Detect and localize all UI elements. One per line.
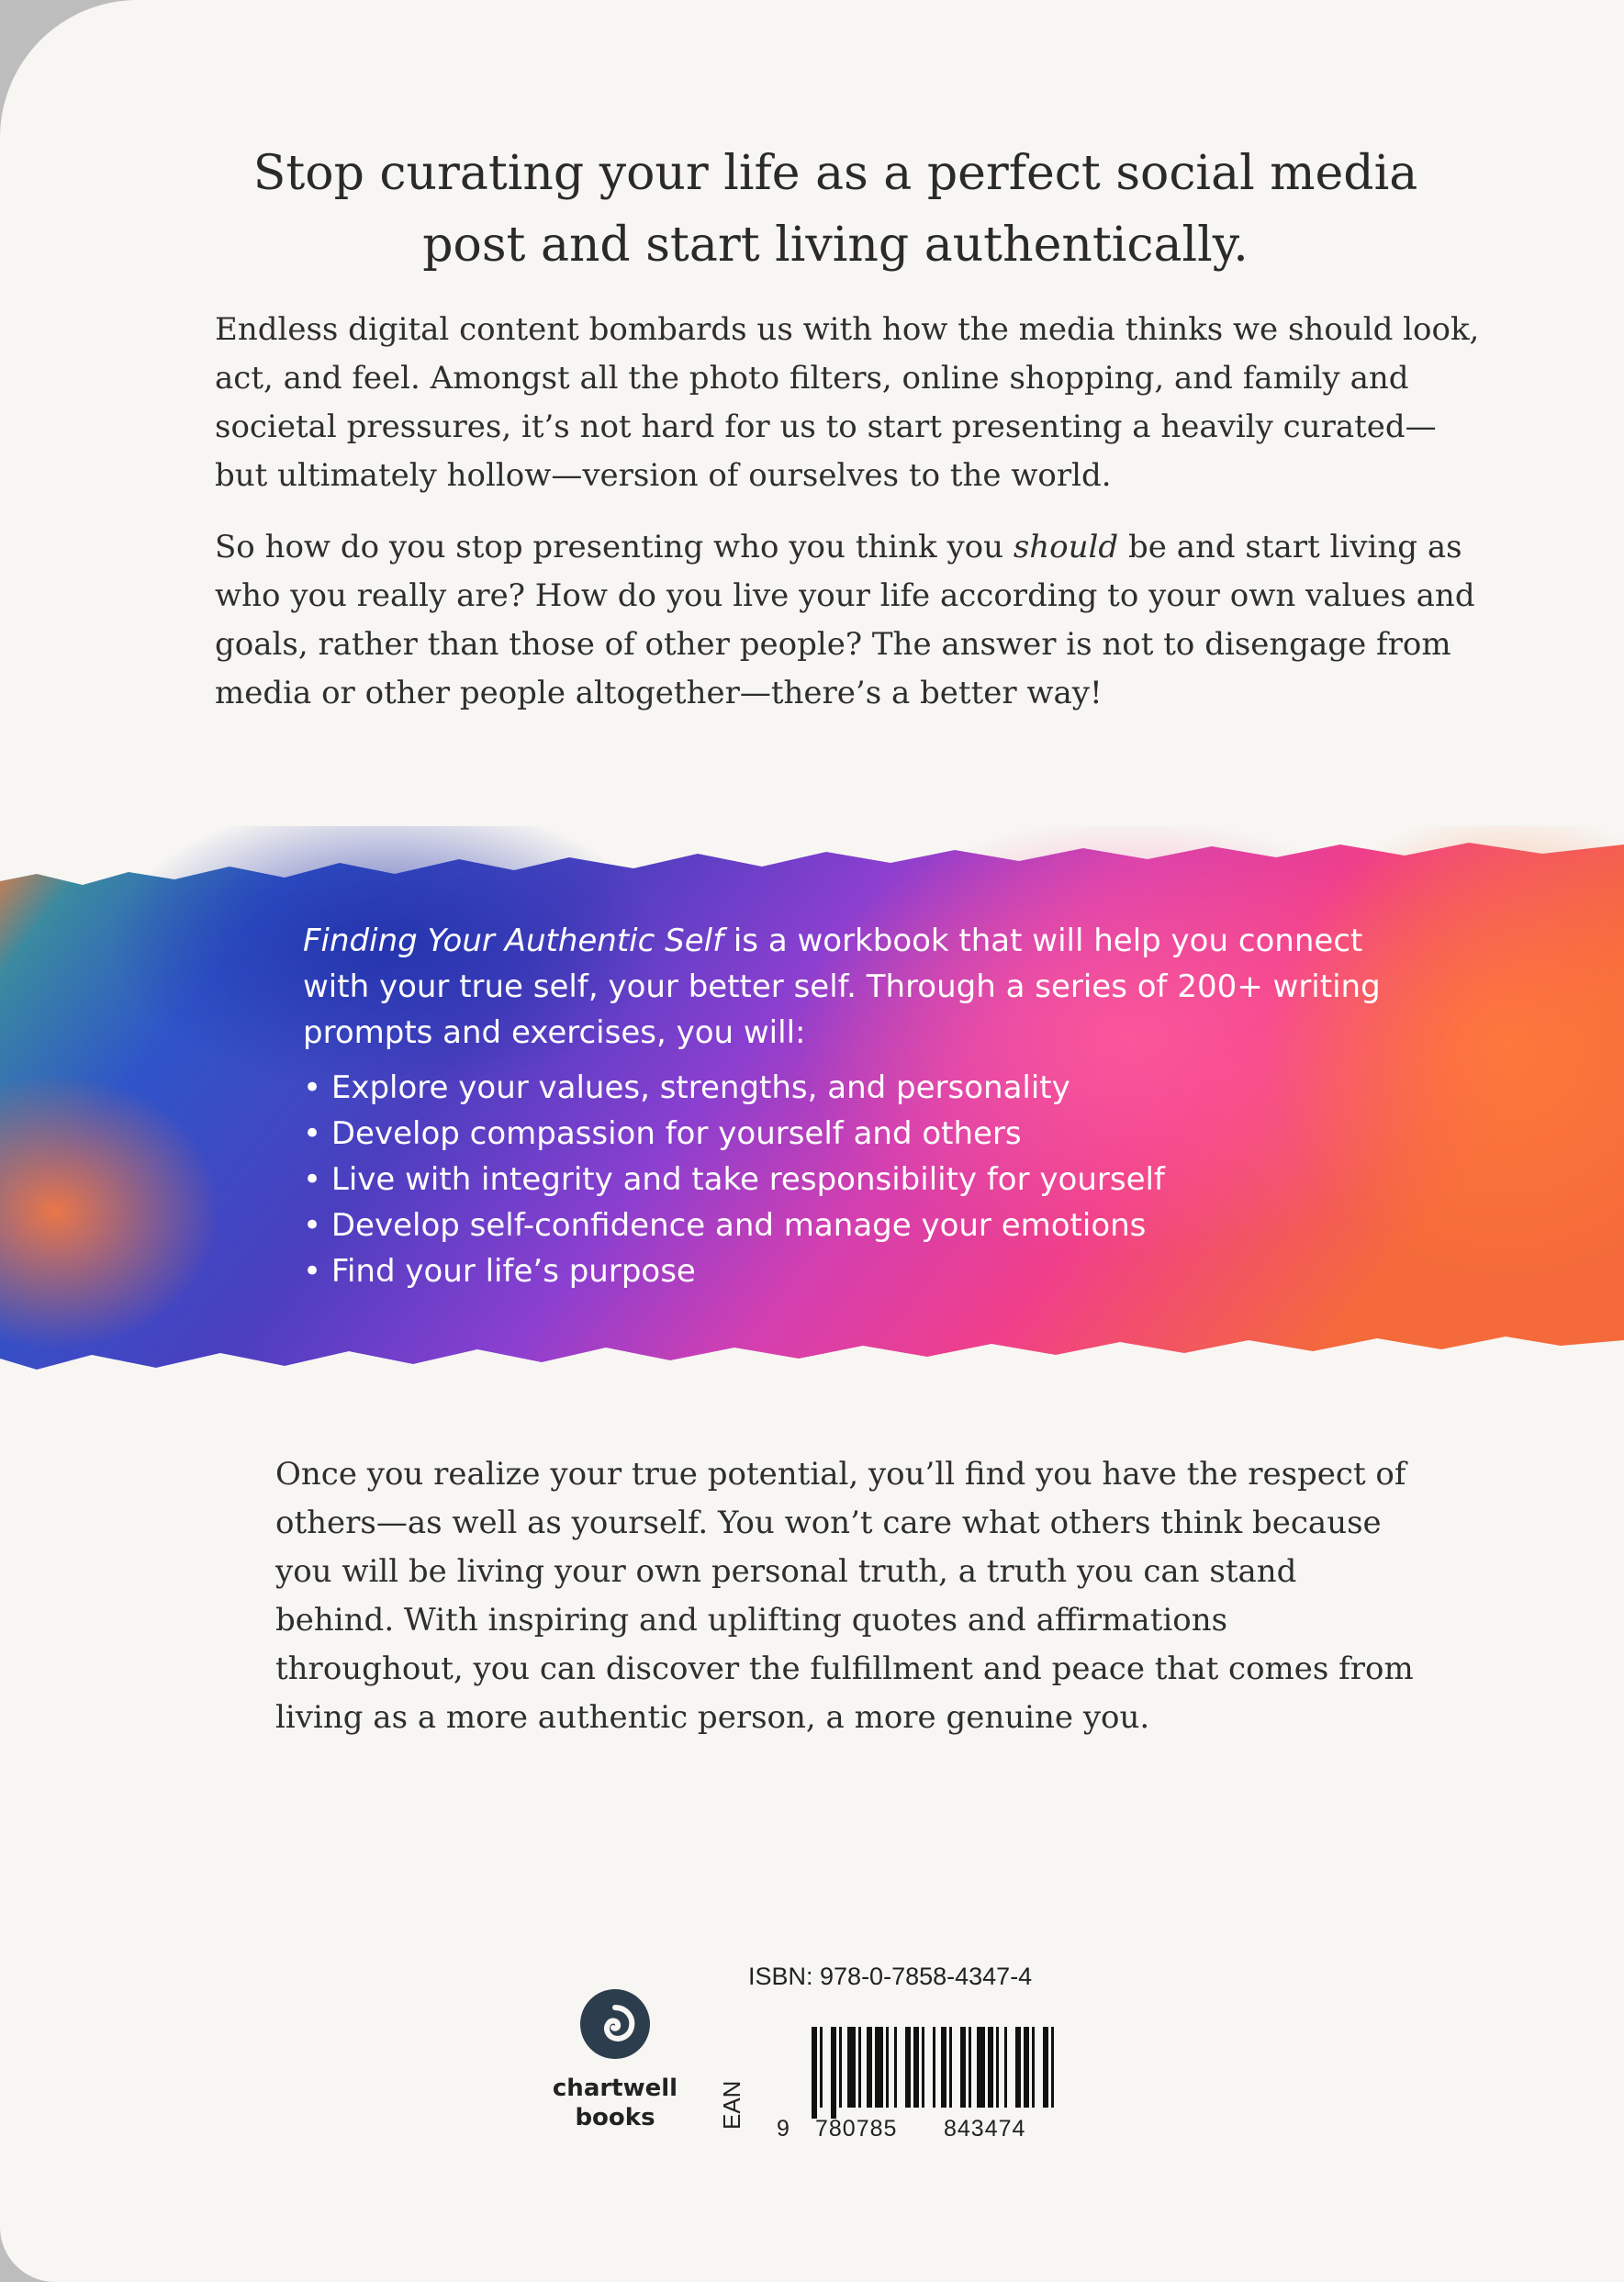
benefit-item: • Develop self-confidence and manage your emotions: [303, 1203, 1405, 1248]
barcode-bar: [839, 2027, 842, 2108]
band-text: [303, 918, 1405, 1294]
barcode-bar: [905, 2027, 911, 2108]
barcode-lead-digit: 9: [777, 2116, 790, 2142]
headline-line-1: Stop curating your life as a perfect social media: [252, 146, 1418, 201]
barcode-bar: [1043, 2027, 1048, 2108]
benefits-list: [303, 1065, 1405, 1294]
publisher-name: [551, 2074, 679, 2132]
barcode-bar: [913, 2027, 919, 2108]
intro-paragraph-1: Endless digital content bombards us with how the media thinks we should look, act, and feel. Amongst all the photo filters, online shopping, and family and societal pressures, it’s not hard for us to start presenting a heavily curated—but ultimately hollow—version of ourselves to the world.: [215, 311, 1480, 494]
ean-text: EAN: [718, 2080, 745, 2130]
headline: [184, 138, 1487, 281]
barcode-bar: [820, 2027, 823, 2108]
barcode-bar: [960, 2027, 966, 2108]
isbn-label: ISBN: 978-0-7858-4347-4: [748, 1963, 1033, 1990]
spiral-logo-icon: [578, 1987, 652, 2061]
barcode-bar: [1051, 2027, 1054, 2108]
barcode-bar: [969, 2027, 971, 2108]
closing-paragraph: Once you realize your true potential, you’ll find you have the respect of others—as well as yourself. You won’t care what others think because you will be living your own personal truth, a truth you can stand behind. With inspiring and uplifting quotes and affirmations throughout, you can discover the fulfillment and peace that comes from living as a more authentic person, a more genuine you.: [275, 1456, 1414, 1736]
book-title-italic: Finding Your Authentic Self: [303, 923, 724, 959]
barcode-bar: [894, 2027, 897, 2108]
intro-paragraph-2: [215, 523, 1482, 718]
barcode-bar: [867, 2027, 872, 2108]
publisher-name-line-1: chartwell: [552, 2075, 678, 2102]
barcode-bar: [1032, 2027, 1035, 2108]
publisher-name-line-2: books: [575, 2104, 655, 2131]
barcode-bar: [1004, 2027, 1007, 2108]
barcode-bar: [812, 2027, 817, 2119]
ean-label: [718, 2047, 755, 2148]
barcode: [777, 2027, 1070, 2119]
gradient-band: [0, 826, 1624, 1395]
barcode-bar: [933, 2027, 935, 2108]
barcode-group-2: 843474: [944, 2116, 1026, 2142]
barcode-bar: [922, 2027, 924, 2108]
barcode-bar: [847, 2027, 856, 2108]
barcode-group-1: 780785: [815, 2116, 898, 2142]
barcode-bar: [858, 2027, 861, 2108]
barcode-bar: [831, 2027, 836, 2119]
benefit-item: • Explore your values, strengths, and personality: [303, 1065, 1405, 1111]
barcode-bar: [949, 2027, 952, 2108]
headline-line-2: post and start living authentically.: [422, 218, 1249, 273]
benefit-item: • Live with integrity and take responsibility for yourself: [303, 1157, 1405, 1203]
barcode-bar: [941, 2027, 946, 2108]
barcode-bar: [977, 2027, 985, 2108]
barcode-bar: [996, 2027, 999, 2108]
barcode-bar: [875, 2027, 883, 2108]
barcode-bar: [1015, 2027, 1021, 2108]
intro-p2-emphasis: should: [1013, 529, 1119, 565]
benefit-item: • Develop compassion for yourself and others: [303, 1111, 1405, 1157]
intro-p2-text-b: be and start living as who you really are? How do you live your life according to your own values and goals, rather than those of other people? The answer is not to disengage from media or other people altogether—there’s a better way!: [215, 529, 1475, 711]
publisher-logo: [551, 1987, 679, 2134]
intro-p2-text-a: So how do you stop presenting who you think you: [215, 529, 1014, 565]
band-intro: [303, 918, 1405, 1056]
benefit-item: • Find your life’s purpose: [303, 1248, 1405, 1294]
barcode-bar: [886, 2027, 889, 2108]
band-lead-text: is a workbook that will help you connect with your true self, your better self. Through a series of 200+ writing prompts and exercises, you will:: [303, 923, 1381, 1051]
barcode-bar: [988, 2027, 993, 2108]
barcode-bar: [1024, 2027, 1029, 2108]
